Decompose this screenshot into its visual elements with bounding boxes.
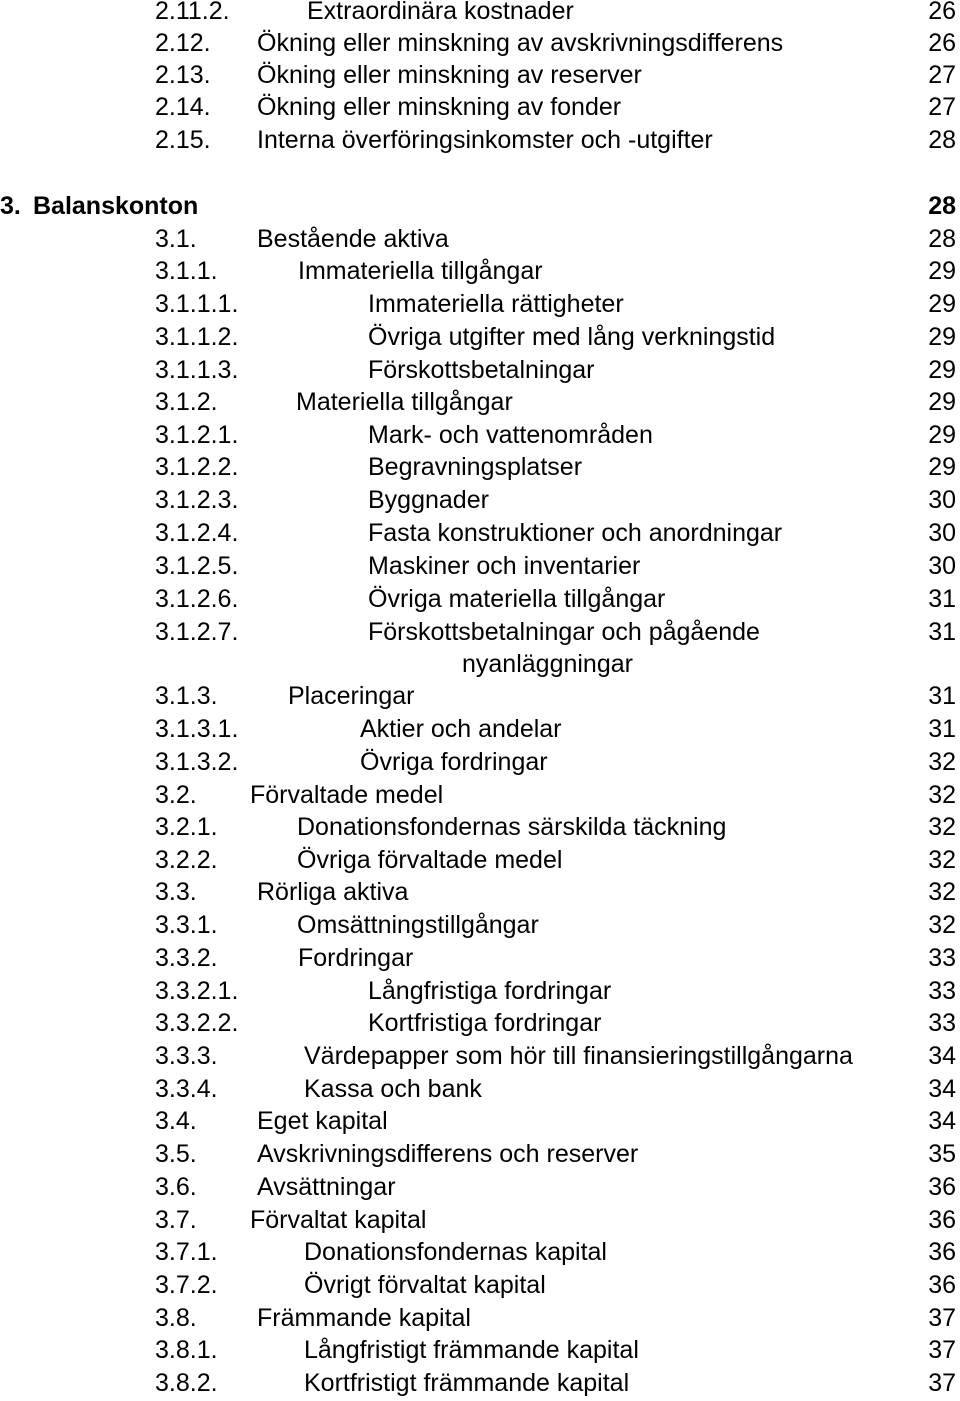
toc-entry-page-number: 32: [928, 781, 956, 809]
toc-entry: [0, 876, 960, 908]
toc-entry-number: 3.3.: [155, 878, 197, 906]
toc-entry-number: 3.2.: [155, 781, 197, 809]
toc-entry: [0, 124, 960, 156]
toc-entry: [0, 616, 960, 648]
toc-entry-title: Fordringar: [298, 944, 414, 972]
toc-entry-page-number: 37: [928, 1369, 956, 1397]
toc-entry-page-number: 30: [928, 552, 956, 580]
toc-entry-title: Eget kapital: [257, 1107, 388, 1135]
toc-entry-title: Immateriella rättigheter: [368, 290, 624, 318]
toc-entry: [0, 91, 960, 123]
toc-entry-number: 3.2.1.: [155, 813, 218, 841]
toc-entry: [0, 975, 960, 1007]
toc-entry-number: 3.8.2.: [155, 1369, 218, 1397]
toc-entry-page-number: 28: [928, 192, 956, 220]
toc-entry-number: 3.4.: [155, 1107, 197, 1135]
toc-entry-number: 3.3.3.: [155, 1042, 218, 1070]
toc-entry: [0, 419, 960, 451]
toc-entry: [0, 190, 960, 222]
toc-entry-page-number: 29: [928, 290, 956, 318]
toc-entry: [0, 746, 960, 778]
toc-entry: [0, 942, 960, 974]
toc-entry: [0, 1367, 960, 1399]
toc-entry-title: Kortfristigt främmande kapital: [304, 1369, 630, 1397]
toc-entry-page-number: 33: [928, 1009, 956, 1037]
toc-entry-number: 3.1.1.2.: [155, 323, 239, 351]
toc-entry-page-number: 26: [928, 29, 956, 57]
toc-entry-page-number: 30: [928, 486, 956, 514]
toc-entry: [0, 288, 960, 320]
toc-entry-page-number: 28: [928, 126, 956, 154]
toc-entry-number: 3.1.2.1.: [155, 421, 239, 449]
toc-entry-number: 3.1.3.2.: [155, 748, 239, 776]
toc-entry-title: Långfristigt främmande kapital: [304, 1336, 639, 1364]
toc-entry-number: 3.3.1.: [155, 911, 218, 939]
toc-entry: [0, 648, 960, 680]
toc-entry-page-number: 31: [928, 618, 956, 646]
toc-entry-page-number: 34: [928, 1042, 956, 1070]
toc-entry-number: 2.14.: [155, 93, 211, 121]
toc-entry-page-number: 37: [928, 1304, 956, 1332]
toc-entry-page-number: 36: [928, 1173, 956, 1201]
toc-entry-title: Värdepapper som hör till finansieringstillgångarna: [304, 1042, 853, 1070]
toc-entry-number: 2.15.: [155, 126, 211, 154]
toc-entry-page-number: 29: [928, 257, 956, 285]
toc-entry-number: 3.6.: [155, 1173, 197, 1201]
toc-entry-page-number: 32: [928, 911, 956, 939]
toc-entry-page-number: 36: [928, 1206, 956, 1234]
toc-entry-page-number: 32: [928, 878, 956, 906]
toc-entry: [0, 1073, 960, 1105]
toc-entry: [0, 909, 960, 941]
toc-entry: [0, 1007, 960, 1039]
toc-entry-page-number: 31: [928, 682, 956, 710]
toc-entry-number: 3.3.2.: [155, 944, 218, 972]
toc-entry: [0, 354, 960, 386]
toc-entry-page-number: 32: [928, 846, 956, 874]
toc-entry-title: Avsättningar: [257, 1173, 396, 1201]
toc-entry-page-number: 34: [928, 1075, 956, 1103]
toc-entry: [0, 1236, 960, 1268]
toc-entry-page-number: 29: [928, 323, 956, 351]
toc-entry: [0, 583, 960, 615]
toc-entry-page-number: 33: [928, 944, 956, 972]
toc-entry: [0, 517, 960, 549]
toc-entry-title: Donationsfondernas särskilda täckning: [297, 813, 727, 841]
toc-entry-title: Materiella tillgångar: [296, 388, 513, 416]
toc-entry: [0, 59, 960, 91]
toc-entry-number: 3.1.3.1.: [155, 715, 239, 743]
toc-entry-number: 3.5.: [155, 1140, 197, 1168]
toc-entry-number: 3.7.2.: [155, 1271, 218, 1299]
toc-entry-page-number: 28: [928, 225, 956, 253]
toc-entry-page-number: 34: [928, 1107, 956, 1135]
toc-entry-number: 3.3.2.2.: [155, 1009, 239, 1037]
toc-entry-page-number: 35: [928, 1140, 956, 1168]
toc-entry-number: 3.: [0, 192, 21, 220]
toc-entry-page-number: 29: [928, 356, 956, 384]
toc-entry: [0, 1334, 960, 1366]
toc-entry-number: 3.3.2.1.: [155, 977, 239, 1005]
toc-entry: [0, 451, 960, 483]
toc-entry-page-number: 30: [928, 519, 956, 547]
toc-entry-number: 3.1.3.: [155, 682, 218, 710]
toc-entry-page-number: 31: [928, 585, 956, 613]
toc-entry-title: Donationsfondernas kapital: [304, 1238, 607, 1266]
toc-entry-title: Placeringar: [288, 682, 415, 710]
toc-entry-title: nyanläggningar: [462, 650, 633, 678]
toc-entry-page-number: 32: [928, 813, 956, 841]
toc-entry-title: Immateriella tillgångar: [298, 257, 543, 285]
toc-entry: [0, 844, 960, 876]
toc-entry: [0, 550, 960, 582]
toc-entry-title: Extraordinära kostnader: [307, 0, 574, 25]
toc-entry-page-number: 27: [928, 93, 956, 121]
toc-entry-title: Övriga fordringar: [360, 748, 548, 776]
toc-entry-page-number: 29: [928, 453, 956, 481]
toc-entry-title: Ökning eller minskning av reserver: [257, 61, 642, 89]
toc-entry-number: 3.7.1.: [155, 1238, 218, 1266]
toc-entry: [0, 680, 960, 712]
toc-entry-number: 3.1.2.: [155, 388, 218, 416]
toc-entry-page-number: 32: [928, 748, 956, 776]
toc-entry: [0, 255, 960, 287]
toc-entry-page-number: 33: [928, 977, 956, 1005]
toc-entry: [0, 1171, 960, 1203]
toc-entry: [0, 1302, 960, 1334]
toc-entry-number: 3.1.2.3.: [155, 486, 239, 514]
toc-entry-page-number: 31: [928, 715, 956, 743]
toc-entry-number: 3.8.1.: [155, 1336, 218, 1364]
toc-entry: [0, 321, 960, 353]
toc-entry-number: 3.1.1.1.: [155, 290, 239, 318]
toc-entry-title: Långfristiga fordringar: [368, 977, 612, 1005]
toc-entry-title: Förskottsbetalningar och pågående: [368, 618, 760, 646]
toc-entry-title: Övriga förvaltade medel: [297, 846, 563, 874]
toc-entry-page-number: 29: [928, 421, 956, 449]
toc-entry-number: 3.1.2.6.: [155, 585, 239, 613]
toc-entry-number: 3.1.2.5.: [155, 552, 239, 580]
toc-entry-number: 3.1.1.: [155, 257, 218, 285]
toc-entry-number: 3.1.2.4.: [155, 519, 239, 547]
toc-entry-title: Interna överföringsinkomster och -utgifter: [257, 126, 713, 154]
toc-entry-title: Bestående aktiva: [257, 225, 449, 253]
toc-entry-title: Ökning eller minskning av avskrivningsdifferens: [257, 29, 784, 57]
toc-entry: [0, 386, 960, 418]
toc-entry-title: Byggnader: [368, 486, 489, 514]
toc-entry: [0, 223, 960, 255]
toc-entry-title: Omsättningstillgångar: [297, 911, 539, 939]
toc-entry-title: Främmande kapital: [257, 1304, 471, 1332]
toc-entry: [0, 1105, 960, 1137]
toc-entry: [0, 779, 960, 811]
toc-entry-title: Kortfristiga fordringar: [368, 1009, 602, 1037]
toc-entry-page-number: 29: [928, 388, 956, 416]
toc-entry-number: 3.7.: [155, 1206, 197, 1234]
toc-entry-title: Aktier och andelar: [360, 715, 562, 743]
toc-entry-title: Förskottsbetalningar: [368, 356, 595, 384]
toc-entry-page-number: 36: [928, 1238, 956, 1266]
toc-entry-number: 3.8.: [155, 1304, 197, 1332]
toc-entry-page-number: 37: [928, 1336, 956, 1364]
toc-entry-title: Kassa och bank: [304, 1075, 482, 1103]
toc-entry: [0, 484, 960, 516]
toc-entry-number: 2.13.: [155, 61, 211, 89]
toc-entry-page-number: 27: [928, 61, 956, 89]
toc-entry-page-number: 26: [928, 0, 956, 25]
toc-entry-title: Ökning eller minskning av fonder: [257, 93, 622, 121]
toc-entry-number: 3.1.2.7.: [155, 618, 239, 646]
toc-entry-number: 2.12.: [155, 29, 211, 57]
toc-entry-title: Avskrivningsdifferens och reserver: [257, 1140, 639, 1168]
toc-entry-number: 3.1.2.2.: [155, 453, 239, 481]
toc-entry: [0, 1138, 960, 1170]
toc-entry: [0, 0, 960, 27]
toc-entry-title: Rörliga aktiva: [257, 878, 409, 906]
toc-entry-page-number: 36: [928, 1271, 956, 1299]
toc-entry-number: 3.1.: [155, 225, 197, 253]
toc-entry-number: 3.1.1.3.: [155, 356, 239, 384]
toc-entry-title: Begravningsplatser: [368, 453, 583, 481]
toc-entry-title: Övriga materiella tillgångar: [368, 585, 666, 613]
toc-entry-title: Förvaltade medel: [250, 781, 444, 809]
toc-entry-title: Balanskonton: [33, 192, 199, 220]
toc-entry: [0, 1204, 960, 1236]
toc-entry: [0, 713, 960, 745]
toc-entry-title: Förvaltat kapital: [250, 1206, 427, 1234]
toc-entry-title: Fasta konstruktioner och anordningar: [368, 519, 783, 547]
toc-entry: [0, 27, 960, 59]
toc-entry: [0, 811, 960, 843]
toc-entry-number: 3.3.4.: [155, 1075, 218, 1103]
toc-entry-title: Maskiner och inventarier: [368, 552, 641, 580]
toc-entry-number: 3.2.2.: [155, 846, 218, 874]
toc-entry-title: Mark- och vattenområden: [368, 421, 653, 449]
toc-entry-number: 2.11.2.: [155, 0, 230, 25]
toc-entry-title: Övriga utgifter med lång verkningstid: [368, 323, 776, 351]
toc-entry: [0, 1269, 960, 1301]
toc-entry-title: Övrigt förvaltat kapital: [304, 1271, 546, 1299]
toc-entry: [0, 1040, 960, 1072]
